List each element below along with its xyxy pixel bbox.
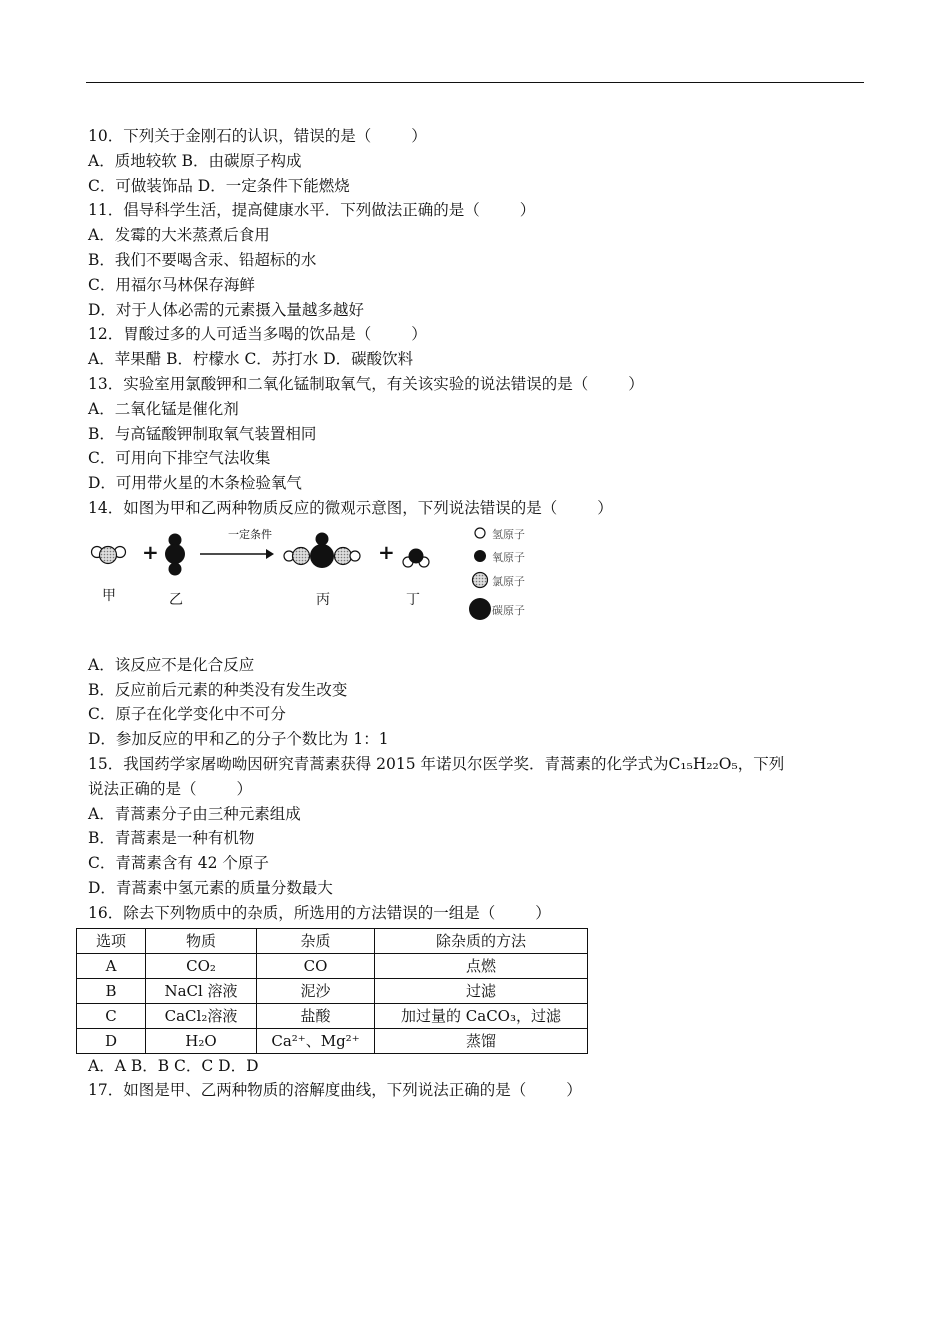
question-13-option-d: D．可用带火星的木条检验氧气 [88, 474, 302, 493]
table-header-row [77, 928, 588, 953]
label-ding: 丁 [406, 591, 420, 608]
plus-sign-2: + [378, 539, 395, 564]
reaction-arrow-icon [200, 549, 274, 559]
question-12-options: A．苹果醋 B．柠檬水 C．苏打水 D．碳酸饮料 [88, 350, 414, 369]
table-header-cell: 物质 [146, 928, 257, 953]
molecule-jia-icon [92, 546, 126, 563]
table-cell: CO₂ [146, 953, 257, 978]
question-10-options-2: C．可做装饰品 D．一定条件下能燃烧 [88, 176, 350, 195]
question-14-option-b: B．反应前后元素的种类没有发生改变 [88, 680, 348, 699]
question-11-option-b: B．我们不要喝含汞、铅超标的水 [88, 250, 317, 269]
question-17-stem: 17．如图是甲、乙两种物质的溶解度曲线，下列说法正确的是（ ） [88, 1081, 582, 1100]
question-13-option-b: B．与高锰酸钾制取氧气装置相同 [88, 424, 317, 443]
question-11-option-c: C．用福尔马林保存海鲜 [88, 275, 255, 294]
question-10-stem: 10．下列关于金刚石的认识，错误的是（ ） [88, 127, 427, 145]
table-cell: NaCl 溶液 [146, 978, 257, 1003]
exam-content [88, 124, 868, 1103]
plus-sign-1: + [142, 539, 159, 564]
table-row [77, 1028, 588, 1053]
header-rule [86, 82, 864, 83]
reaction-diagram [88, 523, 868, 641]
legend-chlorine: 氯原子 [492, 574, 525, 588]
label-bing: 丙 [316, 591, 330, 608]
impurity-table [76, 928, 588, 1054]
table-row [77, 978, 588, 1003]
legend-oxygen-icon [474, 550, 486, 562]
label-jia: 甲 [102, 587, 116, 604]
table-header-cell: 杂质 [257, 928, 375, 953]
question-15-option-a: A．青蒿素分子由三种元素组成 [88, 804, 301, 823]
table-row [77, 953, 588, 978]
question-15-stem-line2: 说法正确的是（ ） [88, 779, 253, 798]
label-yi: 乙 [169, 591, 183, 608]
question-15-stem-line1: 15．我国药学家屠呦呦因研究青蒿素获得 2015 年诺贝尔医学奖．青蒿素的化学式为C₁₅H₂₂O₅，下列 [88, 754, 785, 773]
table-cell: 泥沙 [257, 978, 375, 1003]
question-11-stem: 11．倡导科学生活，提高健康水平．下列做法正确的是（ ） [88, 201, 536, 220]
table-cell: H₂O [146, 1028, 257, 1053]
table-cell: A [77, 953, 146, 978]
artemisinin-formula: C₁₅H₂₂O₅ [668, 754, 738, 773]
reaction-svg [88, 523, 548, 641]
table-cell: 加过量的 CaCO₃，过滤 [375, 1003, 588, 1028]
question-14-option-a: A．该反应不是化合反应 [88, 655, 255, 674]
question-15-option-c: C．青蒿素含有 42 个原子 [88, 854, 269, 873]
molecule-ding-icon [403, 548, 429, 567]
question-14-option-d: D．参加反应的甲和乙的分子个数比为 1：1 [88, 730, 389, 749]
table-cell: B [77, 978, 146, 1003]
question-14-stem: 14．如图为甲和乙两种物质反应的微观示意图，下列说法错误的是（ ） [88, 498, 613, 517]
table-cell: Ca²⁺、Mg²⁺ [257, 1028, 375, 1053]
question-12-stem: 12．胃酸过多的人可适当多喝的饮品是（ ） [88, 325, 427, 344]
legend-carbon-icon [469, 598, 491, 620]
legend-hydrogen-icon [475, 528, 485, 538]
question-13-option-a: A．二氧化锰是催化剂 [88, 399, 239, 418]
question-16-options: A．A B．B C．C D．D [88, 1056, 259, 1075]
table-cell: CO [257, 953, 375, 978]
reaction-condition: 一定条件 [228, 527, 272, 541]
legend-oxygen: 氧原子 [492, 550, 525, 564]
table-cell: 蒸馏 [375, 1028, 588, 1053]
question-13-option-c: C．可用向下排空气法收集 [88, 449, 271, 468]
legend-chlorine-icon [473, 572, 488, 587]
table-cell: 点燃 [375, 953, 588, 978]
question-10-options-1: A．质地较软 B．由碳原子构成 [88, 151, 302, 170]
question-16-stem: 16．除去下列物质中的杂质，所选用的方法错误的一组是（ ） [88, 903, 551, 922]
question-15-option-b: B．青蒿素是一种有机物 [88, 829, 255, 848]
table-cell: 过滤 [375, 978, 588, 1003]
table-header-cell: 选项 [77, 928, 146, 953]
question-11-option-d: D．对于人体必需的元素摄入量越多越好 [88, 300, 364, 319]
table-cell: 盐酸 [257, 1003, 375, 1028]
molecule-yi-icon [165, 533, 185, 575]
question-13-stem: 13．实验室用氯酸钾和二氧化锰制取氧气，有关该实验的说法错误的是（ ） [88, 374, 644, 393]
molecule-bing-icon [284, 532, 360, 568]
question-14-option-c: C．原子在化学变化中不可分 [88, 705, 286, 724]
question-15-option-d: D．青蒿素中氢元素的质量分数最大 [88, 878, 333, 897]
legend-hydrogen: 氢原子 [492, 527, 525, 541]
legend-carbon: 碳原子 [492, 603, 525, 617]
table-header-cell: 除杂质的方法 [375, 928, 588, 953]
table-cell: CaCl₂溶液 [146, 1003, 257, 1028]
table-cell: D [77, 1028, 146, 1053]
table-cell: C [77, 1003, 146, 1028]
table-row [77, 1003, 588, 1028]
question-11-option-a: A．发霉的大米蒸煮后食用 [88, 226, 270, 245]
